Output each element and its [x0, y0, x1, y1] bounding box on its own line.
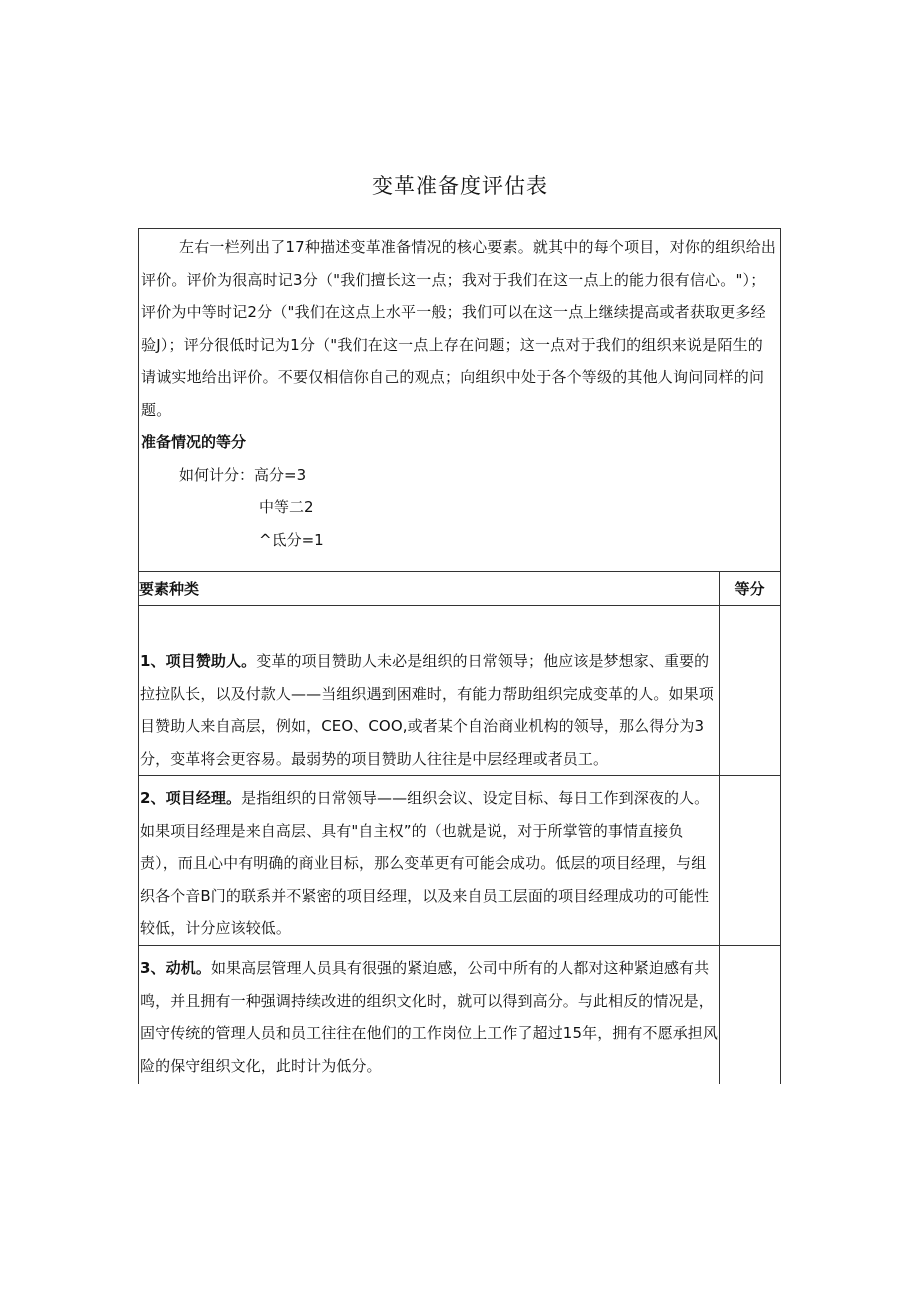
scoring-heading: 准备情况的等分: [141, 433, 247, 451]
assessment-table: [138, 228, 781, 1084]
page-title: 变革准备度评估表: [372, 174, 548, 198]
divider: [139, 945, 780, 946]
table-row: [139, 782, 718, 944]
row-text: 如果高层管理人员具有很强的紧迫感，公司中所有的人都对这种紧迫感有共鸣，并且拥有一种强调持续改进的组织文化时，就可以得到高分。与此相反的情况是，固守传统的管理人员和员工往往在他们的工作岗位上工作了超过15年，拥有不愿承担风险的保守组织文化，此时计为低分。: [140, 959, 718, 1075]
divider: [139, 605, 780, 606]
table-row: [139, 952, 718, 1084]
row-text: 变革的项目赞助人未必是组织的日常领导；他应该是梦想家、重要的拉拉队长，以及付款人——当组织遇到困难时，有能力帮助组织完成变革的人。如果项目赞助人来自高层，例如，CEO、COO,或者某个自治商业机构的领导，那么得分为3分，变革将会更容易。最弱势的项目赞助人往往是中层经理或者员工。: [140, 652, 714, 768]
row-label: 1、项目赞助人。: [140, 652, 257, 670]
column-header-score: 等分: [734, 580, 765, 598]
divider: [139, 571, 780, 572]
table-row: [139, 645, 718, 775]
scoring-line-high: 如何计分：高分=3: [179, 465, 307, 484]
row-text: 是指组织的日常领导——组织会议、设定目标、每日工作到深夜的人。如果项目经理是来自高层、具有"自主权”的（也就是说，对于所掌管的事情直接负责），而且心中有明确的商业目标，那么变革更有可能会成功。低层的项目经理，与组织各个音B门的联系并不紧密的项目经理，以及来自员工层面的项目经理成功的可能性较低，计分应该较低。: [140, 789, 710, 937]
scoring-line-medium: 中等二2: [259, 498, 314, 516]
divider: [139, 775, 780, 776]
scoring-line-low: ^氐分=1: [259, 530, 324, 549]
column-header-factor: 要素种类: [139, 580, 200, 598]
row-label: 2、项目经理。: [140, 789, 242, 807]
column-divider: [719, 571, 720, 1084]
intro-cell: [141, 231, 777, 571]
intro-paragraph: 左右一栏列出了17种描述变革准备情况的核心要素。就其中的每个项目，对你的组织给出评价。评价为很高时记3分（"我们擅长这一点；我对于我们在这一点上的能力很有信心。"）；评价为中等时记2分（"我们在这点上水平一般；我们可以在这一点上继续提高或者获取更多经验J）；评分很低时记为1分（"我们在这一点上存在问题；这一点对于我们的组织来说是陌生的请诚实地给出评价。不要仅相信你自己的观点；向组织中处于各个等级的其他人询问同样的问题。: [141, 238, 777, 419]
row-label: 3、动机。: [140, 959, 211, 977]
